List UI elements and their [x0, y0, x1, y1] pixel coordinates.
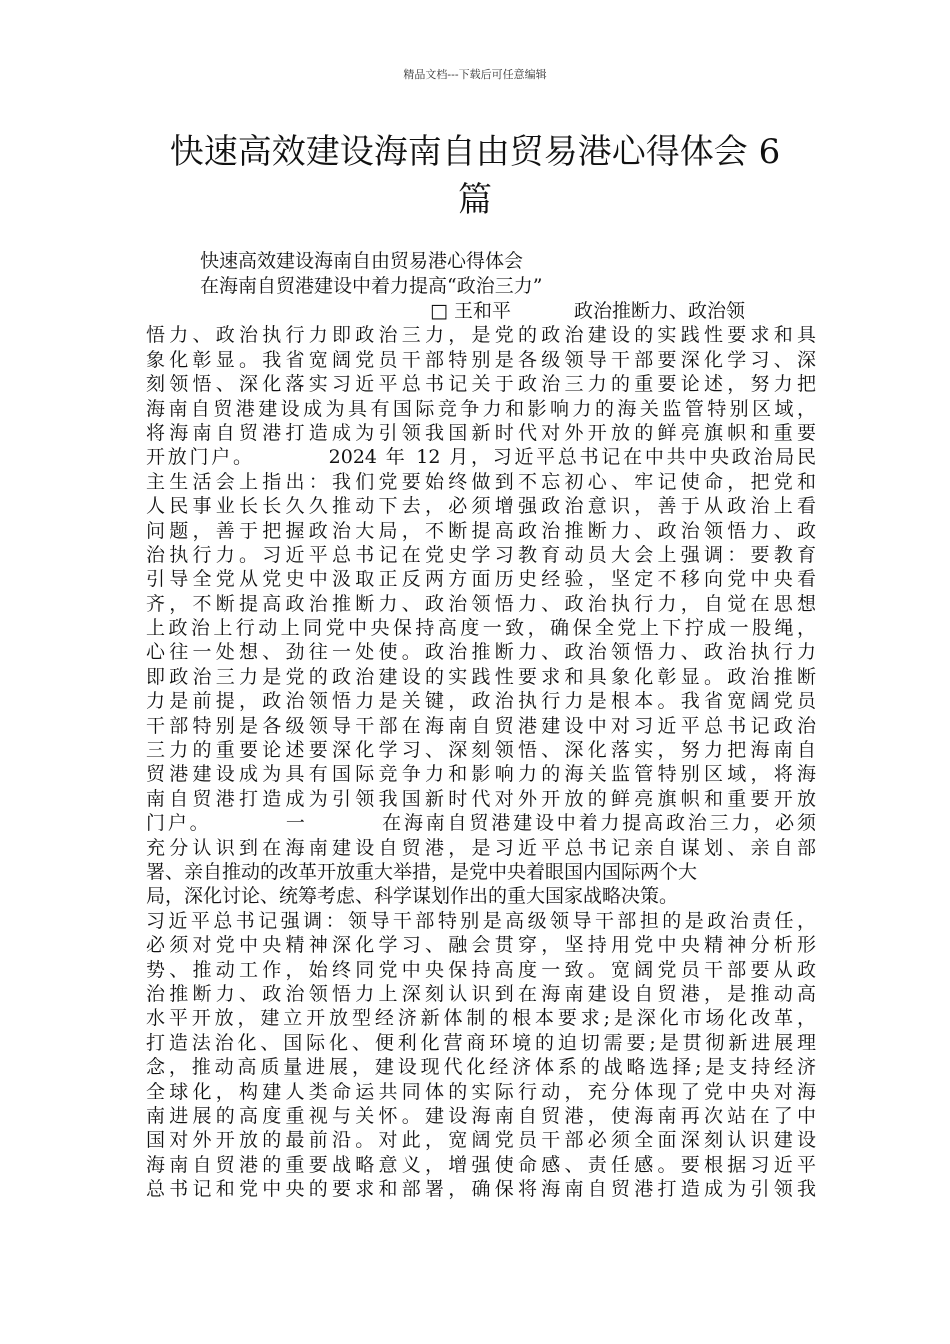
text-line: 局，深化讨论、统筹考虑、科学谋划作出的重大国家战略决策。 — [146, 885, 679, 908]
text-line: 国对外开放的最前沿。对此，宽阔党员干部必须全面深刻认识建设 — [146, 1129, 816, 1152]
subtitle-2: 在海南自贸港建设中着力提高“政治三力” — [200, 275, 543, 297]
text-line: 象化彰显。我省宽阔党员干部特别是各级领导干部要深化学习、深 — [146, 348, 816, 371]
text-line: 念，推动高质量进展，建设现代化经济体系的战略选择;是支持经济 — [146, 1056, 816, 1079]
text-line: 必须对党中央精神深化学习、融会贯穿，坚持用党中央精神分析形 — [146, 934, 816, 957]
text-line: 齐，不断提高政治推断力、政治领悟力、政治执行力，自觉在思想 — [146, 592, 816, 615]
text-line: 打造法治化、国际化、便利化营商环境的迫切需要;是贯彻新进展理 — [146, 1031, 816, 1054]
text-line: 署、亲自推动的改革开放重大举措，是党中央着眼国内国际两个大 — [146, 860, 698, 883]
text-line: 充分认识到在海南建设自贸港，是习近平总书记亲自谋划、亲自部 — [146, 836, 816, 859]
text-line: 海南自贸港的重要战略意义，增强使命感、责任感。要根据习近平 — [146, 1153, 816, 1176]
text-line: 引导全党从党史中汲取正反两方面历史经验，坚定不移向党中央看 — [146, 568, 816, 591]
text-line: 开放门户。 2024 年 12 月，习近平总书记在中共中央政治局民 — [146, 446, 816, 469]
text-line: 全球化，构建人类命运共同体的实际行动，充分体现了党中央对海 — [146, 1080, 816, 1103]
text-line: 治推断力、政治领悟力上深刻认识到在海南建设自贸港，是推动高 — [146, 982, 816, 1005]
text-line: 习近平总书记强调：领导干部特别是高级领导干部担的是政治责任， — [146, 909, 816, 932]
text-line: 治执行力。习近平总书记在党史学习教育动员大会上强调：要教育 — [146, 543, 816, 566]
text-line: 总书记和党中央的要求和部署，确保将海南自贸港打造成为引领我 — [146, 1178, 816, 1201]
title-line-2: 篇 — [458, 180, 492, 220]
document-title — [140, 128, 810, 224]
text-line: 水平开放，建立开放型经济新体制的根本要求;是深化市场化改革， — [146, 1007, 816, 1030]
text-line: 问题，善于把握政治大局，不断提高政治推断力、政治领悟力、政 — [146, 519, 816, 542]
text-line: 主生活会上指出：我们党要始终做到不忘初心、牢记使命，把党和 — [146, 470, 816, 493]
text-line: 即政治三力是党的政治建设的实践性要求和具象化彰显。政治推断 — [146, 665, 816, 688]
text-line: 刻领悟、深化落实习近平总书记关于政治三力的重要论述，努力把 — [146, 373, 816, 396]
body-text — [146, 299, 816, 1201]
title-line-1: 快速高效建设海南自由贸易港心得体会 6 — [169, 132, 781, 172]
text-line: 三力的重要论述要深化学习、深刻领悟、深化落实，努力把海南自 — [146, 739, 816, 762]
text-line: 人民事业长长久久推动下去，必须增强政治意识，善于从政治上看 — [146, 495, 816, 518]
text-line: 势、推动工作，始终同党中央保持高度一致。宽阔党员干部要从政 — [146, 958, 816, 981]
text-line: 心往一处想、劲往一处使。政治推断力、政治领悟力、政治执行力 — [146, 641, 816, 664]
text-line: 上政治上行动上同党中央保持高度一致，确保全党上下拧成一股绳， — [146, 617, 816, 640]
text-line: 南自贸港打造成为引领我国新时代对外开放的鲜亮旗帜和重要开放 — [146, 787, 816, 810]
text-line: 干部特别是各级领导干部在海南自贸港建设中对习近平总书记政治 — [146, 714, 816, 737]
byline: □ 王和平 政治推断力、政治领 — [430, 300, 746, 322]
text-line: 门户。 一 在海南自贸港建设中着力提高政治三力，必须 — [146, 812, 816, 835]
text-line: 将海南自贸港打造成为引领我国新时代对外开放的鲜亮旗帜和重要 — [146, 421, 816, 444]
text-line: 海南自贸港建设成为具有国际竞争力和影响力的海关监管特别区域， — [146, 397, 816, 420]
text-line: 贸港建设成为具有国际竞争力和影响力的海关监管特别区域，将海 — [146, 763, 816, 786]
text-line: 南进展的高度重视与关怀。建设海南自贸港，使海南再次站在了中 — [146, 1104, 816, 1127]
header-note: 精品文档---下载后可任意编辑 — [403, 68, 547, 81]
subtitle-1: 快速高效建设海南自由贸易港心得体会 — [200, 250, 524, 272]
text-line: 力是前提，政治领悟力是关键，政治执行力是根本。我省宽阔党员 — [146, 690, 816, 713]
text-line: 悟力、政治执行力即政治三力，是党的政治建设的实践性要求和具 — [146, 324, 816, 347]
